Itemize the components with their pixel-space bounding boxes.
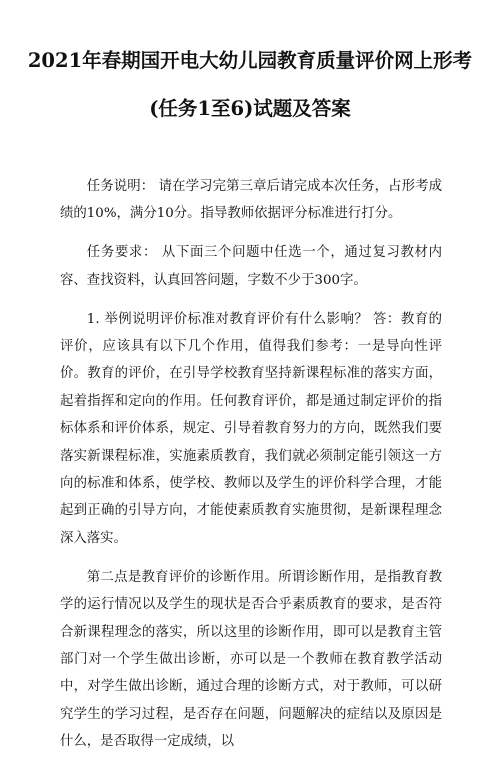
answer-paragraph-1: 1. 举例说明评价标准对教育评价有什么影响？ 答：教育的评价，应该具有以下几个作用，值得我们参考：一是导向性评价。教育的评价，在引导学校教育坚持新课程标准的落实方面，起着指挥和定向的作用。任何教育评价，都是通过制定评价的指标体系和评价体系，规定、引导着教育努力的方向，既然我们要落实新课程标准，实施素质教育，我们就必须制定能引领这一方向的标准和体系，使学校、教师以及学生的评价科学合理，才能起到正确的引导方向，才能使素质教育实施贯彻，是新课程理念深入落实。: [60, 311, 442, 546]
document-body: [60, 173, 442, 767]
document-title-line-1: 2021年春期国开电大幼儿园教育质量评价网上形考: [27, 49, 473, 72]
task-requirement-paragraph: 任务要求： 从下面三个问题中任选一个，通过复习教材内容、查找资料，认真回答问题，字数不少于300字。: [60, 245, 442, 288]
task-description-paragraph: 任务说明： 请在学习完第三章后请完成本次任务，占形考成绩的10%，满分10分。指导教师依据评分标准进行打分。: [60, 179, 442, 222]
document-title-line-2: (任务1至6)试题及答案: [149, 97, 351, 120]
answer-paragraph-2: 第二点是教育评价的诊断作用。所谓诊断作用，是指教育教学的运行情况以及学生的现状是否合乎素质教育的要求，是否符合新课程理念的落实，所以这里的诊断作用，即可以是教育主管部门对一个学生做出诊断，亦可以是一个教师在教育教学活动中，对学生做出诊断，通过合理的诊断方式，对于教师，可以研究学生的学习过程，是否存在问题，问题解决的症结以及原因是什么，是否取得一定成绩，以: [60, 569, 442, 750]
